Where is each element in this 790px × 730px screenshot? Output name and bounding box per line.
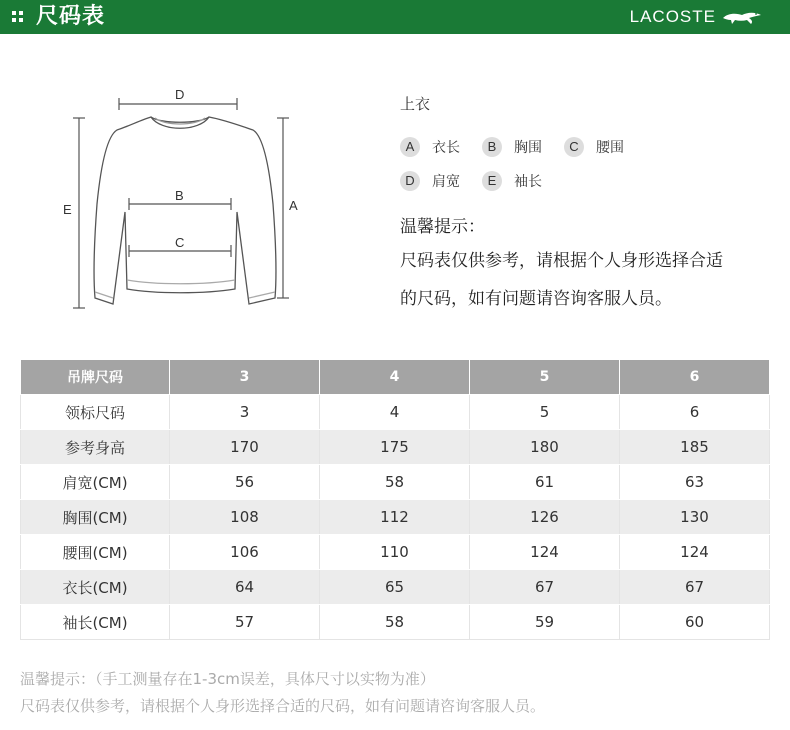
table-row [21, 430, 770, 465]
tips-line-1: 尺码表仅供参考，请根据个人身形选择合适 [400, 251, 723, 271]
table-cell: 60 [620, 605, 770, 640]
table-cell: 175 [320, 430, 470, 465]
legend-key-d: D [400, 171, 420, 191]
table-cell: 61 [470, 465, 620, 500]
footer-notes [20, 666, 545, 720]
legend-key-e: E [482, 171, 502, 191]
legend-label-e: 袖长 [514, 174, 542, 190]
table-cell: 126 [470, 500, 620, 535]
table-cell: 65 [320, 570, 470, 605]
legend-row-2 [400, 164, 780, 198]
table-cell: 124 [470, 535, 620, 570]
legend-row-1 [400, 130, 780, 164]
header-bar [0, 0, 790, 34]
header-size-3: 3 [170, 360, 320, 395]
table-cell: 106 [170, 535, 320, 570]
brand-logo [630, 6, 762, 28]
table-cell: 56 [170, 465, 320, 500]
row-label-cell: 肩宽(CM) [21, 465, 170, 500]
table-cell: 185 [620, 430, 770, 465]
legend-item-d [400, 171, 460, 191]
table-row [21, 535, 770, 570]
table-cell: 57 [170, 605, 320, 640]
measure-lines [73, 98, 289, 308]
table-cell: 4 [320, 395, 470, 430]
table-cell: 3 [170, 395, 320, 430]
table-cell: 108 [170, 500, 320, 535]
footer-line-1: 温馨提示：（手工测量存在1-3cm误差，具体尺寸以实物为准） [20, 670, 435, 688]
legend-item-c [564, 137, 624, 157]
tips-line-2: 的尺码，如有问题请咨询客服人员。 [400, 289, 672, 309]
table-cell: 6 [620, 395, 770, 430]
footer-line-2: 尺码表仅供参考，请根据个人身形选择合适的尺码，如有问题请咨询客服人员。 [20, 697, 546, 715]
table-header-row [21, 360, 770, 395]
sweater-outline [94, 117, 276, 304]
table-cell: 67 [470, 570, 620, 605]
legend-label-b: 胸围 [514, 140, 542, 156]
legend-item-a [400, 137, 460, 157]
table-cell: 112 [320, 500, 470, 535]
table-cell: 180 [470, 430, 620, 465]
tips-title: 温馨提示： [400, 217, 485, 237]
legend-item-e [482, 171, 542, 191]
legend-label-a: 衣长 [432, 140, 460, 156]
table-cell: 5 [470, 395, 620, 430]
row-label-cell: 衣长(CM) [21, 570, 170, 605]
header-size-4: 4 [320, 360, 470, 395]
measurement-info [400, 92, 780, 318]
grid-dots-icon [12, 11, 24, 23]
table-cell: 67 [620, 570, 770, 605]
header-size-5: 5 [470, 360, 620, 395]
table-cell: 170 [170, 430, 320, 465]
crocodile-icon [722, 9, 762, 25]
brand-name: LACOSTE [629, 7, 716, 26]
table-cell: 130 [620, 500, 770, 535]
table-cell: 58 [320, 605, 470, 640]
label-e: E [63, 202, 72, 217]
row-label-cell: 领标尺码 [21, 395, 170, 430]
label-b: B [175, 188, 184, 203]
legend-label-d: 肩宽 [432, 174, 460, 190]
table-row [21, 570, 770, 605]
table-cell: 58 [320, 465, 470, 500]
table-row [21, 395, 770, 430]
table-cell: 59 [470, 605, 620, 640]
label-a: A [289, 198, 298, 213]
row-label-cell: 胸围(CM) [21, 500, 170, 535]
table-row [21, 605, 770, 640]
legend-label-c: 腰围 [596, 140, 624, 156]
legend-key-c: C [564, 137, 584, 157]
table-cell: 63 [620, 465, 770, 500]
row-label-cell: 参考身高 [21, 430, 170, 465]
tips-body [400, 242, 780, 318]
header-tag-size: 吊牌尺码 [21, 360, 170, 395]
legend-item-b [482, 137, 542, 157]
page-title: 尺码表 [36, 4, 106, 29]
label-c: C [175, 235, 185, 250]
section-label: 上衣 [400, 95, 431, 113]
table-cell: 124 [620, 535, 770, 570]
sweater-diagram [55, 84, 315, 316]
size-table [20, 359, 770, 640]
label-d: D [175, 87, 185, 102]
table-cell: 110 [320, 535, 470, 570]
table-row [21, 465, 770, 500]
table-cell: 64 [170, 570, 320, 605]
row-label-cell: 袖长(CM) [21, 605, 170, 640]
legend-key-b: B [482, 137, 502, 157]
row-label-cell: 腰围(CM) [21, 535, 170, 570]
header-size-6: 6 [620, 360, 770, 395]
legend-key-a: A [400, 137, 420, 157]
table-row [21, 500, 770, 535]
